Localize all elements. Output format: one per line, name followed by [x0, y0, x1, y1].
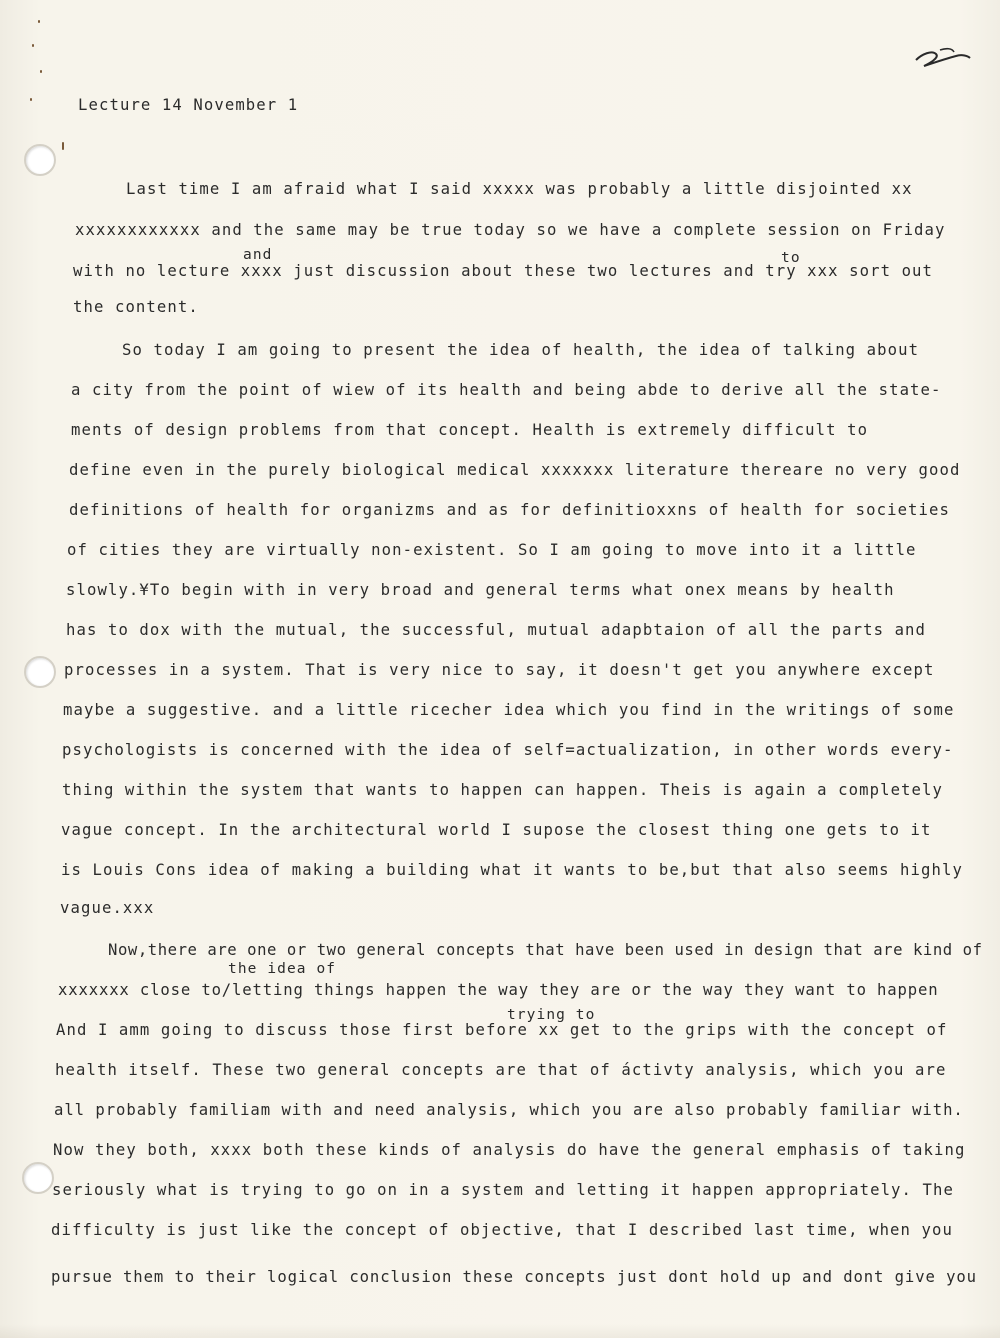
paper-speck	[40, 70, 42, 73]
punch-hole-middle	[24, 656, 56, 688]
text-line: Last time I am afraid what I said xxxxx was probably a little disjointed xx	[126, 180, 913, 198]
text-line: the content.	[73, 298, 199, 316]
page-bottom-edge	[0, 1324, 1000, 1338]
text-line: all probably familiam with and need analysis, which you are also probably familiar with.	[54, 1101, 964, 1119]
text-line: Now they both, xxxx both these kinds of analysis do have the general emphasis of taking	[53, 1141, 966, 1159]
text-line: with no lecture xxxx just discussion about these two lectures and try xxx sort out	[73, 262, 934, 280]
text-line: vague concept. In the architectural world I supose the closest thing one gets to it	[61, 821, 932, 839]
punch-hole-bottom	[22, 1162, 54, 1194]
inserted-phrase: the idea of	[228, 961, 337, 977]
text-line: xxxxxxxxxxxx and the same may be true today so we have a complete session on Friday	[75, 221, 946, 239]
inserted-word: to	[781, 250, 801, 266]
text-line: pursue them to their logical conclusion these concepts just dont hold up and dont give you	[51, 1268, 977, 1286]
page-heading: Lecture 14 November 1	[78, 96, 299, 114]
text-line: So today I am going to present the idea of health, the idea of talking about	[122, 341, 920, 359]
text-line: definitions of health for organizms and as for definitioxxns of health for societies	[69, 501, 951, 519]
text-line: of cities they are virtually non-existent. So I am going to move into it a little	[67, 541, 917, 559]
inserted-word: and	[243, 247, 273, 263]
text-line: ments of design problems from that concept. Health is extremely difficult to	[71, 421, 869, 439]
text-line: seriously what is trying to go on in a system and letting it happen appropriately. The	[52, 1181, 954, 1199]
text-line: slowly.¥To begin with in very broad and general terms what onex means by health	[66, 581, 895, 599]
text-line: processes in a system. That is very nice to say, it doesn't get you anywhere except	[64, 661, 935, 679]
text-line: health itself. These two general concepts are that of áctivty analysis, which you are	[55, 1061, 947, 1079]
text-line: Now,there are one or two general concepts that have been used in design that are kind of	[108, 941, 983, 959]
punch-hole-top	[24, 144, 56, 176]
text-line: thing within the system that wants to happen can happen. Theis is again a completely	[62, 781, 944, 799]
text-line: has to dox with the mutual, the successful, mutual adapbtaion of all the parts and	[66, 621, 927, 639]
text-line: is Louis Cons idea of making a building what it wants to be,but that also seems highly	[61, 861, 963, 879]
inserted-phrase: trying to	[507, 1007, 596, 1023]
text-line: maybe a suggestive. and a little ricecher idea which you find in the writings of some	[63, 701, 955, 719]
text-line: xxxxxxx close to/letting things happen the way they are or the way they want to happen	[58, 981, 939, 999]
paper-speck	[30, 98, 32, 101]
text-line: define even in the purely biological medical xxxxxxx literature thereare no very good	[69, 461, 961, 479]
text-line: a city from the point of wiew of its health and being abde to derive all the state-	[71, 381, 942, 399]
text-line: psychologists is concerned with the idea of self=actualization, in other words every-	[62, 741, 954, 759]
handwritten-page-mark	[912, 44, 972, 70]
text-line: And I amm going to discuss those first before xx get to the grips with the concept of	[56, 1021, 948, 1039]
text-line: difficulty is just like the concept of objective, that I described last time, when you	[51, 1221, 953, 1239]
paper-speck	[62, 142, 64, 150]
text-line: vague.xxx	[60, 899, 155, 917]
paper-speck	[38, 20, 40, 23]
paper-speck	[32, 44, 34, 47]
